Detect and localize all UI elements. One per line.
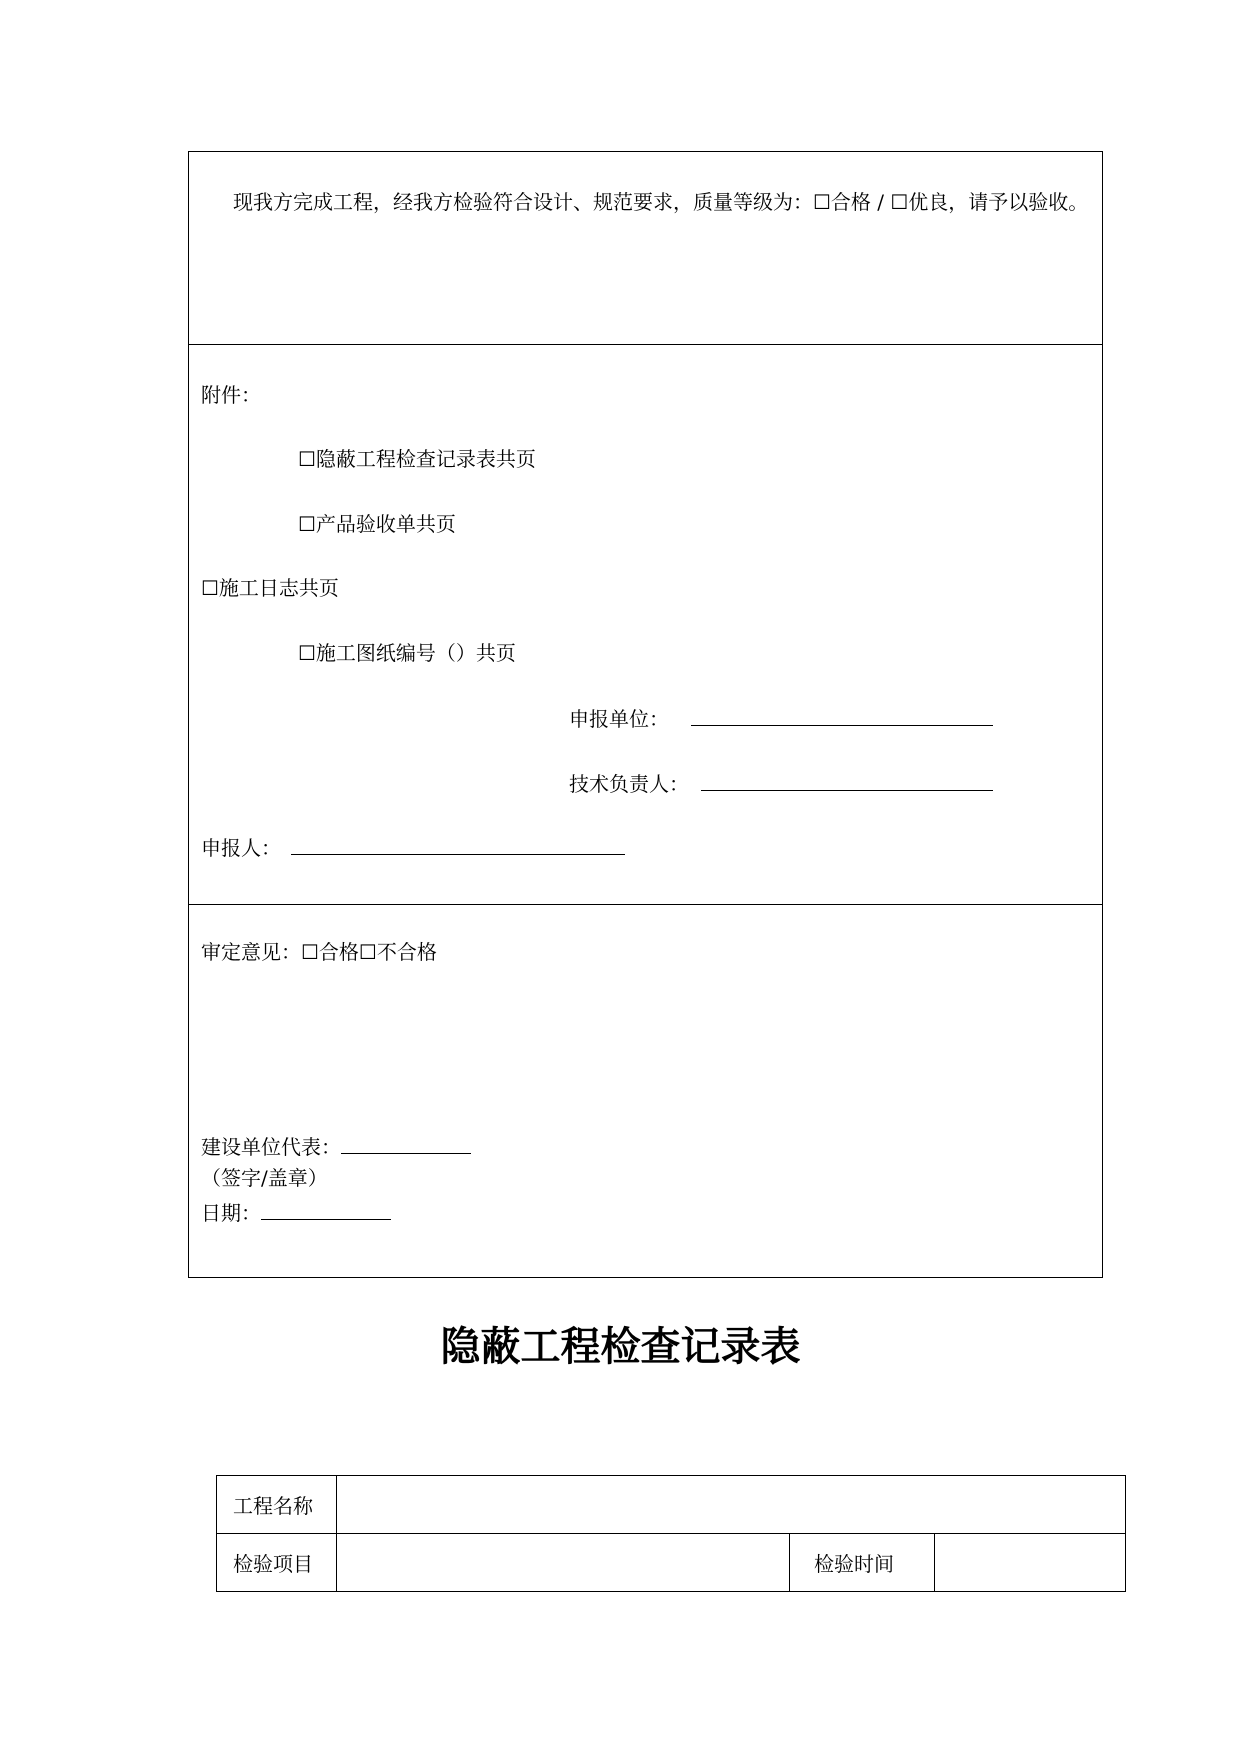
reporting-unit-line[interactable] — [691, 705, 993, 726]
inspection-time-label: 检验时间 — [790, 1534, 935, 1592]
representative-label: 建设单位代表： — [201, 1135, 341, 1159]
table-row — [217, 1476, 1126, 1534]
attachment-item-construction-log[interactable]: ☐施工日志共页 — [201, 576, 339, 600]
section-divider-2 — [189, 904, 1102, 905]
technical-lead-label: 技术负责人： — [569, 772, 689, 796]
project-name-label: 工程名称 — [217, 1476, 337, 1534]
date-label: 日期： — [201, 1201, 261, 1225]
record-title: 隐蔽工程检查记录表 — [440, 1324, 801, 1370]
inspection-item-cell[interactable] — [337, 1534, 790, 1592]
inspection-time-cell[interactable] — [935, 1534, 1126, 1592]
representative-line[interactable] — [341, 1133, 471, 1154]
completion-statement: 现我方完成工程，经我方检验符合设计、规范要求，质量等级为：☐合格 / ☐优良，请予以验收。 — [233, 190, 1089, 214]
section-divider-1 — [189, 344, 1102, 345]
date-field — [201, 1199, 391, 1225]
sign-stamp-note: （签字/盖章） — [201, 1166, 328, 1190]
reporter-line[interactable] — [291, 834, 625, 855]
attachment-item-hidden-record[interactable]: ☐隐蔽工程检查记录表共页 — [298, 447, 536, 471]
inspection-item-label: 检验项目 — [217, 1534, 337, 1592]
technical-lead-line[interactable] — [701, 770, 993, 791]
acceptance-form — [188, 151, 1103, 1278]
technical-lead-field — [569, 770, 993, 796]
project-name-cell[interactable] — [337, 1476, 1126, 1534]
reporter-field — [201, 834, 625, 860]
date-line[interactable] — [261, 1199, 391, 1220]
attachment-item-drawings[interactable]: ☐施工图纸编号（）共页 — [298, 641, 516, 665]
record-table — [216, 1475, 1126, 1592]
representative-field — [201, 1133, 471, 1159]
attachment-item-product-receipt[interactable]: ☐产品验收单共页 — [298, 512, 456, 536]
table-row — [217, 1534, 1126, 1592]
reporting-unit-field — [569, 705, 993, 731]
reporting-unit-label: 申报单位： — [569, 707, 669, 731]
reporter-label: 申报人： — [201, 836, 281, 860]
attachments-label: 附件： — [201, 383, 261, 407]
review-opinion[interactable]: 审定意见：☐合格☐不合格 — [201, 940, 437, 964]
